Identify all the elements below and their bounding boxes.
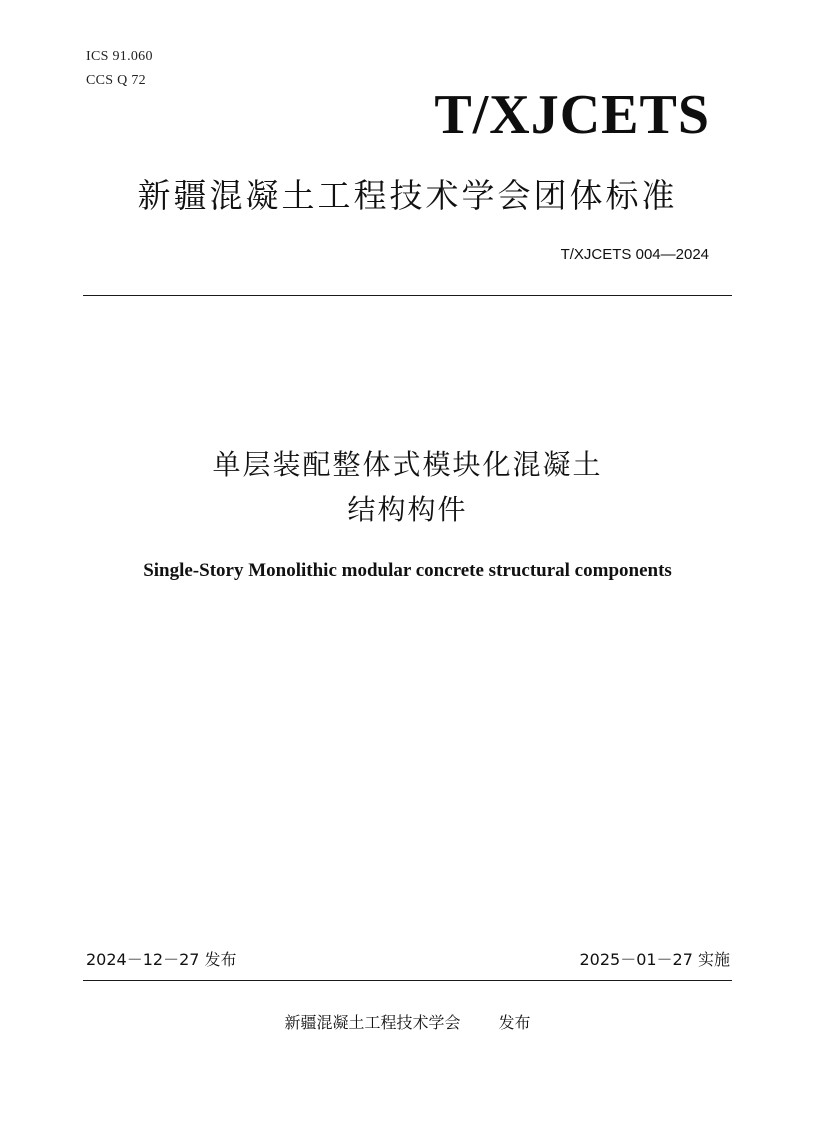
standard-number: T/XJCETS 004—2024: [560, 246, 709, 263]
standard-series-code: T/XJCETS: [434, 84, 710, 146]
ics-code: ICS 91.060: [86, 49, 153, 64]
document-title-cn-line1: 单层装配整体式模块化混凝土: [212, 448, 603, 481]
top-divider: [83, 295, 732, 296]
issue-date: 2024－12－27 发布: [86, 950, 237, 969]
publisher-name: 新疆混凝土工程技术学会: [284, 1013, 461, 1032]
document-title-en: Single-Story Monolithic modular concrete structural components: [143, 560, 672, 581]
ccs-code: CCS Q 72: [86, 73, 146, 88]
publish-action: 发布: [498, 1013, 531, 1032]
implementation-date: 2025－01－27 实施: [579, 950, 730, 969]
publisher-line: [0, 1013, 815, 1033]
organization-standard-title: 新疆混凝土工程技术学会团体标准: [137, 176, 678, 215]
bottom-divider: [83, 980, 732, 981]
document-title-cn-line2: 结构构件: [347, 493, 468, 526]
